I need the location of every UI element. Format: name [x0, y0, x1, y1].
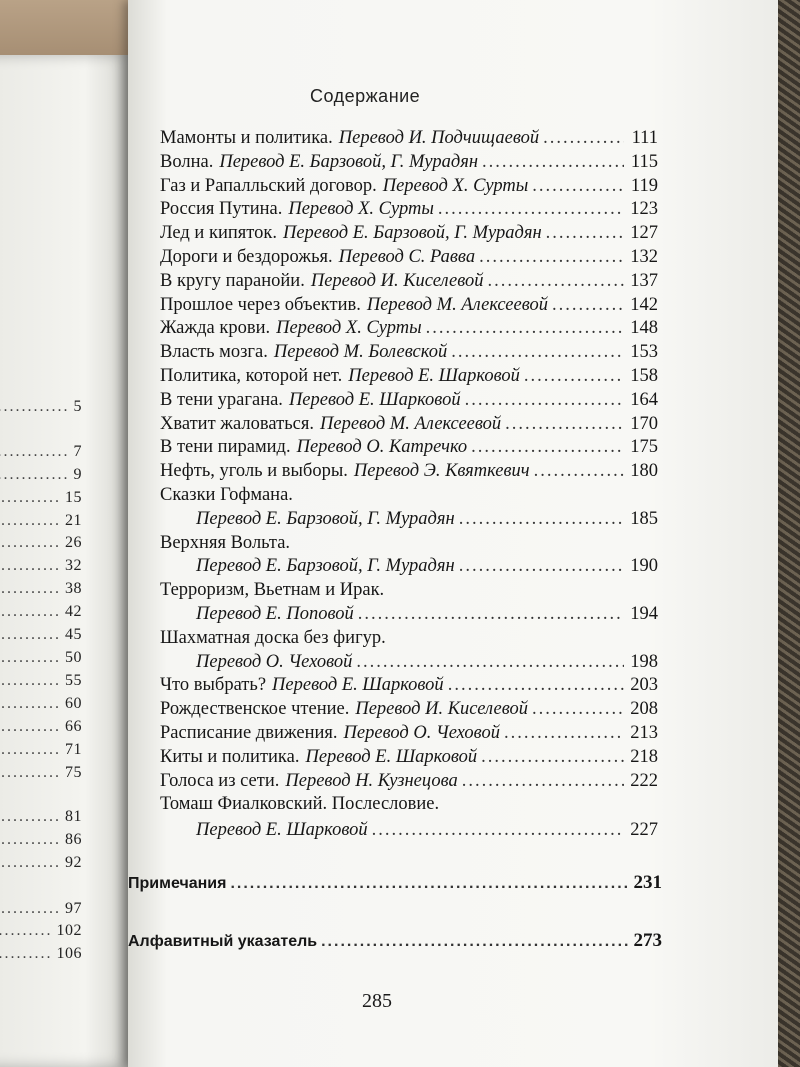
entry-translator: Перевод Е. Шарковой: [196, 820, 368, 841]
entry-translator: Перевод Е. Барзовой, Г. Мурадян: [196, 556, 455, 577]
entry-page: 185: [630, 508, 658, 529]
entry-translator: Перевод О. Катречко: [296, 437, 468, 458]
leader-dots: [481, 747, 624, 768]
entry-title: Политика, которой нет.: [160, 366, 343, 386]
entry-title: Терроризм, Вьетнам и Ирак.: [160, 580, 385, 601]
leader-dots: [358, 604, 624, 625]
entry-page: 127: [630, 223, 658, 244]
left-entry: ..... ........ 5: [0, 398, 82, 416]
entry-page: 213: [630, 723, 658, 743]
left-entry: ..... ..... 106: [0, 945, 82, 963]
toc-entry: [190, 556, 658, 580]
leader-dots: [532, 699, 624, 720]
entry-title: Газ и Рапалльский договор.: [160, 175, 377, 196]
entry-translator: Перевод Х. Сурты: [276, 318, 422, 339]
entry-title: Прошлое через объектив.: [160, 294, 361, 315]
leader-dots: [451, 342, 624, 363]
left-entry: ..... ...... 32: [0, 557, 82, 575]
entry-page: 194: [630, 604, 658, 624]
toc-entry: [160, 675, 658, 699]
toc-entry: [160, 366, 658, 390]
entry-page: 170: [630, 413, 658, 434]
leader-dots: [465, 390, 624, 411]
leader-dots: [504, 723, 624, 744]
left-entry: ..... ...... 45: [0, 626, 82, 644]
entry-translator: Перевод Е. Барзовой, Г. Мурадян: [219, 151, 479, 172]
toc-entry: [160, 771, 658, 795]
entry-translator: Перевод С. Равва: [338, 247, 476, 267]
entry-title: Шахматная доска без фигур.: [160, 627, 386, 648]
notes-page: 231: [633, 872, 662, 893]
entry-title: Сказки Гофмана.: [160, 485, 293, 505]
entry-title: Россия Путина.: [160, 199, 283, 220]
entry-translator: Перевод М. Алексеевой: [366, 294, 548, 315]
toc-entry: [160, 533, 658, 557]
left-entry: ..... ...... 50: [0, 649, 82, 667]
entry-title: Верхняя Вольта.: [160, 532, 291, 553]
entry-translator: Перевод М. Болевской: [273, 342, 448, 363]
toc-entry: [160, 580, 658, 604]
toc-entry: [128, 872, 662, 896]
entry-translator: Перевод Е. Барзовой, Г. Мурадян: [282, 223, 542, 244]
toc-entry: [160, 747, 658, 771]
entry-title: В тени пирамид.: [160, 437, 291, 458]
toc-entry: [160, 390, 658, 414]
left-entry: ..... ...... 81: [0, 808, 82, 826]
toc-entry: [160, 437, 658, 461]
entry-translator: Перевод И. Киселевой: [310, 270, 484, 291]
leader-dots: [479, 247, 624, 268]
entry-translator: Перевод И. Подчищаевой: [338, 128, 540, 148]
toc-entry: [160, 318, 658, 342]
index-page: 273: [633, 929, 662, 951]
entry-translator: Перевод Е. Шарковой: [272, 675, 444, 696]
entry-title: Нефть, уголь и выборы.: [160, 461, 348, 482]
entry-page: 198: [630, 651, 658, 672]
entry-page: 115: [630, 151, 658, 172]
toc-entry: [160, 794, 658, 818]
index-title: Алфавитный указатель: [128, 932, 318, 950]
leader-dots: [462, 771, 624, 792]
toc-entry: [160, 295, 658, 319]
entry-page: 148: [630, 318, 658, 339]
left-entry: ..... ...... 42: [0, 603, 82, 621]
entry-title: Волна.: [160, 151, 214, 172]
entry-translator: Перевод О. Чеховой: [196, 651, 353, 672]
entry-translator: Перевод О. Чеховой: [343, 723, 500, 743]
leader-dots: [546, 223, 624, 244]
leader-dots: [482, 152, 624, 173]
entry-page: 227: [630, 820, 658, 841]
toc-entry: [160, 247, 658, 271]
entry-title: Что выбрать?: [160, 675, 267, 696]
entry-page: 132: [630, 247, 658, 267]
toc-entry: [190, 652, 658, 676]
leader-dots: [524, 366, 624, 387]
toc-entry: [160, 271, 658, 295]
left-entry: ..... ..... 102: [0, 922, 82, 940]
left-entry: ..... ...... 75: [0, 764, 82, 782]
left-entry: ..... ...... 92: [0, 854, 82, 872]
toc-entry: [160, 223, 658, 247]
leader-dots: [230, 875, 628, 893]
entry-page: 203: [630, 675, 658, 696]
facing-page: [0, 55, 130, 1067]
entry-page: 111: [631, 128, 658, 148]
page-number: 285: [362, 990, 392, 1012]
entry-title: Рождественское чтение.: [160, 699, 350, 720]
left-entry: ..... ...... 97: [0, 900, 82, 918]
left-entry: ..... ...... 15: [0, 489, 82, 507]
toc-entry: [160, 152, 658, 176]
leader-dots: [459, 556, 624, 577]
entry-page: 164: [630, 389, 658, 410]
entry-translator: Перевод Е. Шарковой: [305, 746, 478, 767]
entry-title: Томаш Фиалковский. Послесловие.: [160, 794, 440, 815]
entry-translator: Перевод И. Киселевой: [355, 699, 529, 720]
entry-title: Мамонты и политика.: [160, 128, 333, 148]
left-entry: ..... ...... 55: [0, 672, 82, 690]
leader-dots: [543, 128, 624, 149]
entry-page: 119: [630, 175, 658, 196]
entry-page: 137: [630, 270, 658, 291]
toc-entry: [160, 128, 658, 152]
entry-page: 190: [630, 556, 658, 577]
entry-page: 158: [630, 366, 658, 386]
leader-dots: [356, 652, 624, 673]
entry-translator: Перевод Е. Барзовой, Г. Мурадян: [196, 508, 455, 529]
leader-dots: [448, 675, 624, 696]
entry-title: Киты и политика.: [160, 746, 300, 767]
notes-title: Примечания: [128, 875, 227, 892]
entry-title: Власть мозга.: [160, 342, 268, 363]
entry-translator: Перевод Э. Квяткевич: [353, 461, 530, 482]
toc-entry: [160, 199, 658, 223]
toc-entry: [160, 342, 658, 366]
leader-dots: [471, 437, 624, 458]
entry-translator: Перевод Х. Сурты: [288, 199, 434, 220]
left-entry: ..... ...... 66: [0, 718, 82, 736]
toc-entry: [160, 461, 658, 485]
toc-entry: [160, 699, 658, 723]
toc-entry: [160, 485, 658, 509]
entry-page: 142: [630, 294, 658, 315]
toc-entry: [190, 604, 658, 628]
entry-title: Лед и кипяток.: [160, 223, 277, 244]
entry-title: В тени урагана.: [160, 389, 283, 410]
leader-dots: [372, 820, 624, 841]
entry-title: Голоса из сети.: [160, 770, 280, 791]
entry-page: 208: [630, 699, 658, 720]
toc-entry: [190, 509, 658, 533]
left-entry: ..... ...... 26: [0, 534, 82, 552]
entry-translator: Перевод Е. Шарковой: [288, 389, 461, 410]
leader-dots: [438, 199, 624, 220]
leader-dots: [505, 414, 624, 435]
entry-page: 123: [630, 199, 658, 220]
entry-translator: Перевод Е. Шарковой: [348, 366, 520, 386]
leader-dots: [552, 295, 624, 316]
toc-entry: [128, 930, 662, 954]
left-entry: ..... ...... 60: [0, 695, 82, 713]
toc-entry: [160, 628, 658, 652]
entry-title: Жажда крови.: [160, 318, 271, 339]
leader-dots: [321, 933, 628, 951]
toc-entry: [190, 820, 658, 844]
entry-page: 218: [630, 746, 658, 767]
left-entry: ..... ...... 21: [0, 512, 82, 530]
entry-page: 175: [630, 437, 658, 458]
entry-title: Хватит жаловаться.: [160, 413, 315, 434]
entry-page: 222: [630, 770, 658, 791]
entry-title: В кругу паранойи.: [160, 270, 305, 291]
left-entry: ..... ......... 7: [0, 443, 82, 461]
left-entry: ..... ...... 38: [0, 580, 82, 598]
running-header: Содержание: [310, 86, 421, 106]
entry-translator: Перевод Х. Сурты: [382, 175, 529, 196]
leader-dots: [532, 176, 624, 197]
entry-page: 153: [630, 342, 658, 363]
left-entry: ..... ...... 71: [0, 741, 82, 759]
toc-entry: [160, 176, 658, 200]
toc-entry: [160, 414, 658, 438]
leader-dots: [426, 318, 624, 339]
leader-dots: [488, 271, 624, 292]
leader-dots: [534, 461, 624, 482]
leader-dots: [459, 509, 624, 530]
left-entry: ..... ....... 9: [0, 466, 82, 484]
entry-translator: Перевод Е. Поповой: [196, 604, 354, 624]
entry-translator: Перевод М. Алексеевой: [320, 413, 502, 434]
entry-translator: Перевод Н. Кузнецова: [285, 770, 458, 791]
toc-entry: [160, 723, 658, 747]
entry-page: 180: [630, 461, 658, 482]
left-entry: ..... ...... 86: [0, 831, 82, 849]
entry-title: Дороги и бездорожья.: [160, 247, 333, 267]
entry-title: Расписание движения.: [160, 723, 338, 743]
